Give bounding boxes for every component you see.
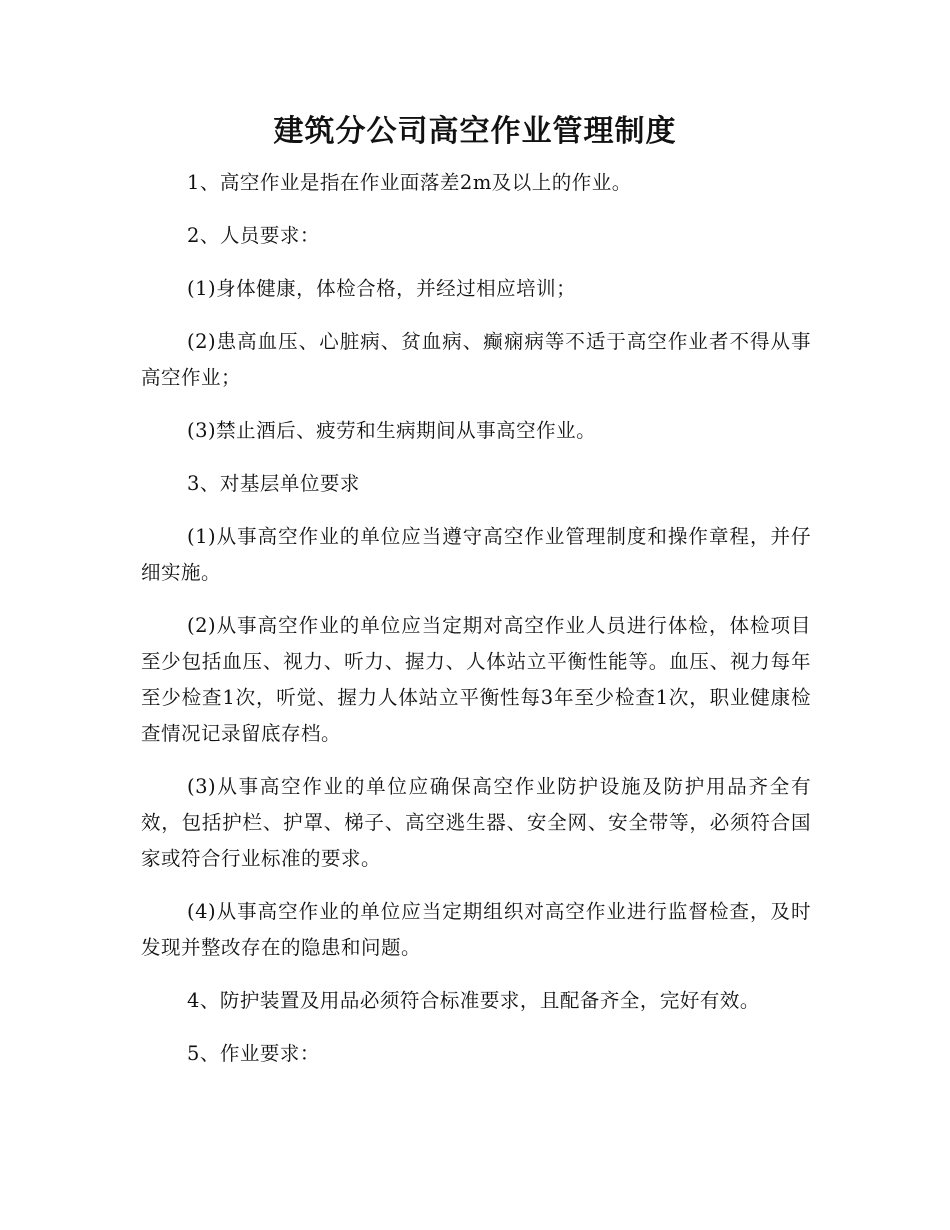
paragraph-3: (1)身体健康，体检合格，并经过相应培训； <box>187 277 577 300</box>
paragraph-12: 5、作业要求： <box>187 1042 320 1065</box>
document-body <box>141 165 811 1089</box>
paragraph-11: 4、防护装置及用品必须符合标准要求，且配备齐全，完好有效。 <box>187 989 760 1012</box>
paragraph-2: 2、人员要求： <box>187 224 320 247</box>
paragraph-4: (2)患高血压、心脏病、贫血病、癫痫病等不适于高空作业者不得从事高空作业； <box>141 330 811 389</box>
paragraph-9: (3)从事高空作业的单位应确保高空作业防护设施及防护用品齐全有效，包括护栏、护罩、梯子、高空逃生器、安全网、安全带等，必须符合国家或符合行业标准的要求。 <box>141 775 811 870</box>
paragraph-7: (1)从事高空作业的单位应当遵守高空作业管理制度和操作章程，并仔细实施。 <box>141 525 811 584</box>
paragraph-6: 3、对基层单位要求 <box>187 472 360 495</box>
paragraph-5: (3)禁止酒后、疲劳和生病期间从事高空作业。 <box>187 419 597 442</box>
paragraph-8: (2)从事高空作业的单位应当定期对高空作业人员进行体检，体检项目至少包括血压、视力、听力、握力、人体站立平衡性能等。血压、视力每年至少检查1次，听觉、握力人体站立平衡性每3年至少检查1次，职业健康检查情况记录留底存档。 <box>141 614 811 745</box>
paragraph-10: (4)从事高空作业的单位应当定期组织对高空作业进行监督检查，及时发现并整改存在的隐患和问题。 <box>141 900 811 959</box>
document-title: 建筑分公司高空作业管理制度 <box>273 114 677 149</box>
paragraph-1: 1、高空作业是指在作业面落差2m及以上的作业。 <box>187 171 632 194</box>
